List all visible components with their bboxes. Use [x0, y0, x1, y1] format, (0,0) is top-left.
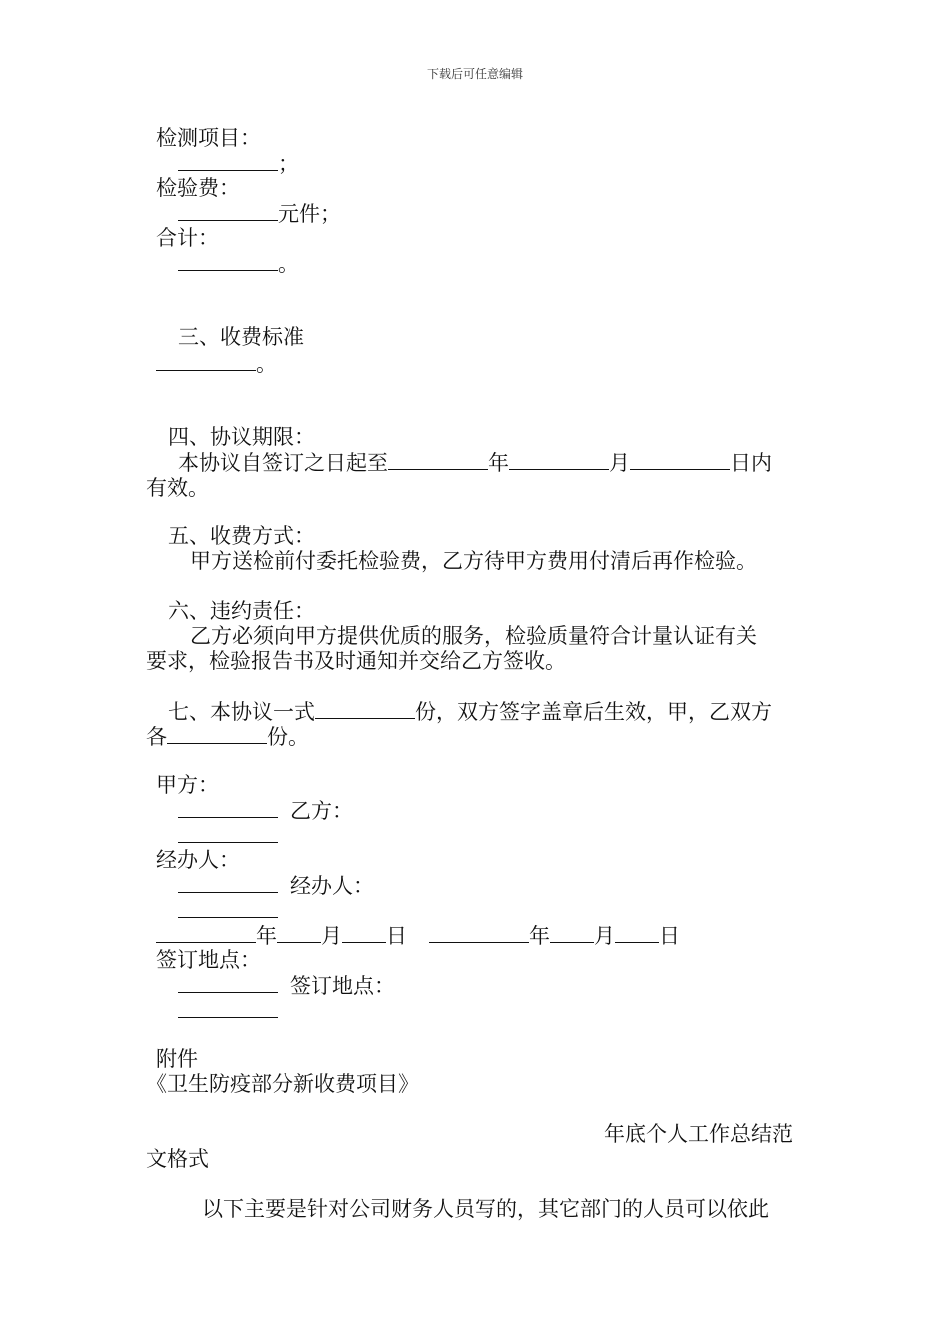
- date-b-year-blank: [429, 922, 529, 943]
- place-a-blank: [178, 972, 278, 993]
- date-a-day: 日: [386, 924, 407, 948]
- date-row: [156, 922, 680, 949]
- section-4-year: 年: [488, 451, 509, 475]
- date-a-month-blank: [277, 922, 321, 943]
- attachment-title: 《卫生防疫部分新收费项目》: [146, 1072, 419, 1096]
- section-4-line-1: [178, 449, 772, 476]
- party-b-line: [178, 822, 278, 849]
- section-5-title: 五、收费方式：: [168, 524, 315, 548]
- section-4-year-blank: [388, 449, 488, 470]
- section-6-title: 六、违约责任：: [168, 599, 315, 623]
- next-doc-title-1: 年底个人工作总结范: [604, 1122, 793, 1146]
- section-7-text-c: 各: [146, 725, 167, 749]
- section-3-title: 三、收费标准: [178, 325, 304, 349]
- place-b-line: [178, 997, 278, 1024]
- test-item-label: 检测项目：: [156, 126, 261, 150]
- party-a-label: 甲方：: [156, 773, 219, 797]
- section-7-copies-blank: [315, 698, 415, 719]
- place-a-label: 签订地点：: [156, 948, 261, 972]
- date-a-year: 年: [256, 924, 277, 948]
- agent-a-blank: [178, 872, 278, 893]
- section-3-blank: [156, 350, 256, 371]
- date-b-day-blank: [615, 922, 659, 943]
- fee-blank: [178, 200, 278, 221]
- place-b-blank: [178, 997, 278, 1018]
- section-4-month: 月: [609, 451, 630, 475]
- place-row: [178, 972, 395, 999]
- agent-row: [178, 872, 374, 899]
- total-suffix: 。: [278, 252, 299, 276]
- party-row: [178, 797, 353, 824]
- agent-b-line: [178, 897, 278, 924]
- section-4-day-blank: [630, 449, 730, 470]
- test-item-line: [178, 150, 299, 177]
- section-4-month-blank: [509, 449, 609, 470]
- date-a-month: 月: [321, 924, 342, 948]
- next-doc-title-2: 文格式: [146, 1147, 209, 1171]
- section-4-title: 四、协议期限：: [168, 425, 315, 449]
- section-7-line-2: [146, 723, 309, 750]
- section-7-each-blank: [167, 723, 267, 744]
- fee-label: 检验费：: [156, 176, 240, 200]
- section-3-line: [156, 350, 277, 377]
- agent-b-label: 经办人：: [290, 874, 374, 898]
- test-item-suffix: ；: [278, 152, 299, 176]
- section-7-text-a: 七、本协议一式: [168, 700, 315, 724]
- date-a-day-blank: [342, 922, 386, 943]
- fee-line: [178, 200, 341, 227]
- section-6-body-1: 乙方必须向甲方提供优质的服务，检验质量符合计量认证有关: [190, 624, 757, 648]
- date-b-month-blank: [550, 922, 594, 943]
- section-7-text-d: 份。: [267, 725, 309, 749]
- section-6-body-2: 要求，检验报告书及时通知并交给乙方签收。: [146, 649, 566, 673]
- attachment-label: 附件: [156, 1047, 198, 1071]
- section-4-line-2: 有效。: [146, 476, 209, 500]
- section-4-day-tail: 日内: [730, 451, 772, 475]
- agent-a-label: 经办人：: [156, 848, 240, 872]
- date-b-day: 日: [659, 924, 680, 948]
- date-b-year: 年: [529, 924, 550, 948]
- place-b-label: 签订地点：: [290, 974, 395, 998]
- section-4-text-a: 本协议自签订之日起至: [178, 451, 388, 475]
- party-a-blank: [178, 797, 278, 818]
- date-b-month: 月: [594, 924, 615, 948]
- agent-b-blank: [178, 897, 278, 918]
- section-7-line-1: [168, 698, 772, 725]
- party-b-blank: [178, 822, 278, 843]
- total-label: 合计：: [156, 226, 219, 250]
- party-b-label: 乙方：: [290, 799, 353, 823]
- section-7-text-b: 份，双方签字盖章后生效，甲，乙双方: [415, 700, 772, 724]
- fee-suffix: 元件；: [278, 202, 341, 226]
- header-note: 下载后可任意编辑: [426, 67, 523, 81]
- next-doc-intro: 以下主要是针对公司财务人员写的，其它部门的人员可以依此: [202, 1197, 769, 1221]
- test-item-blank: [178, 150, 278, 171]
- section-3-suffix: 。: [256, 352, 277, 376]
- section-5-body: 甲方送检前付委托检验费，乙方待甲方费用付清后再作检验。: [190, 549, 757, 573]
- total-line: [178, 250, 299, 277]
- date-a-year-blank: [156, 922, 256, 943]
- total-blank: [178, 250, 278, 271]
